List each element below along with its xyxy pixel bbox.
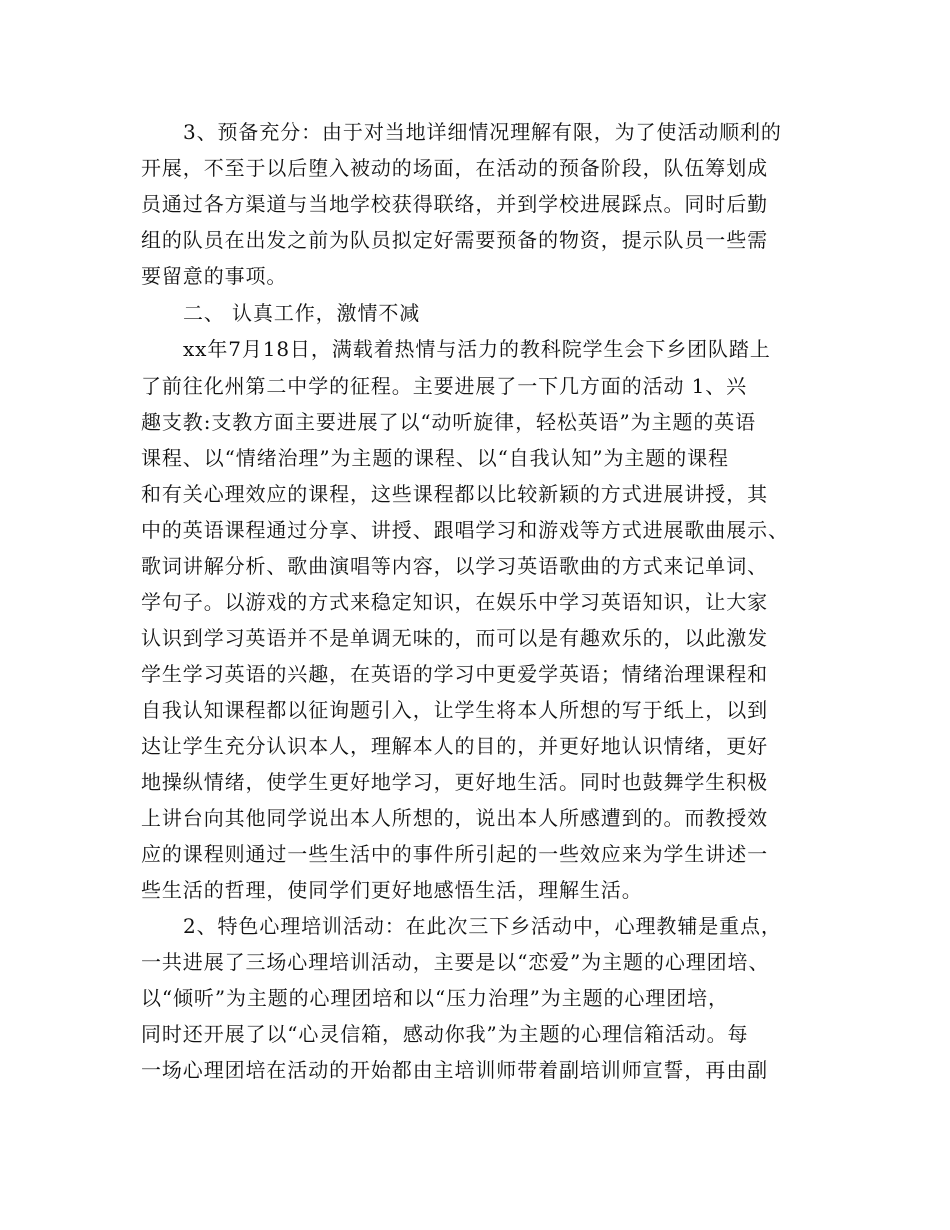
paragraph-line: 同时还开展了以“心灵信箱，感动你我”为主题的心理信箱活动。每 bbox=[141, 1022, 749, 1046]
paragraph-line: 应的课程则通过一些生活中的事件所引起的一些效应来为学生讲述一 bbox=[141, 842, 768, 866]
section-heading: 二、 认真工作，激情不减 bbox=[183, 301, 421, 325]
paragraph-line: 达让学生充分认识本人，理解本人的目的，并更好地认识情绪，更好 bbox=[141, 734, 768, 758]
paragraph-line: 地操纵情绪，使学生更好地学习，更好地生活。同时也鼓舞学生积极 bbox=[141, 770, 768, 794]
paragraph-line: 认识到学习英语并不是单调无味的，而可以是有趣欢乐的，以此激发 bbox=[141, 626, 768, 650]
paragraph-line: 自我认知课程都以征询题引入，让学生将本人所想的写于纸上，以到 bbox=[141, 698, 768, 722]
paragraph-line: 些生活的哲理，使同学们更好地感悟生活，理解生活。 bbox=[141, 878, 643, 902]
paragraph-line: 要留意的事项。 bbox=[141, 264, 288, 288]
paragraph-line: 一共进展了三场心理培训活动，主要是以“恋爱”为主题的心理团培、 bbox=[141, 950, 770, 974]
paragraph-line: 3、预备充分：由于对当地详细情况理解有限，为了使活动顺利的 bbox=[183, 120, 782, 144]
paragraph-line: 中的英语课程通过分享、讲授、跟唱学习和游戏等方式进展歌曲展示、 bbox=[141, 518, 789, 542]
paragraph-line: 趣支教:支教方面主要进展了以“动听旋律，轻松英语”为主题的英语 bbox=[141, 410, 757, 434]
paragraph-line: 了前往化州第二中学的征程。主要进展了一下几方面的活动 1、兴 bbox=[141, 374, 748, 398]
paragraph-line: xx年7月18日，满载着热情与活力的教科院学生会下乡团队踏上 bbox=[183, 337, 771, 361]
paragraph-line: 和有关心理效应的课程，这些课程都以比较新颖的方式进展讲授，其 bbox=[141, 482, 768, 506]
paragraph-line: 学句子。以游戏的方式来稳定知识，在娱乐中学习英语知识，让大家 bbox=[141, 590, 768, 614]
paragraph-line: 学生学习英语的兴趣，在英语的学习中更爱学英语；情绪治理课程和 bbox=[141, 662, 768, 686]
paragraph-line: 上讲台向其他同学说出本人所想的，说出本人所感遭到的。而教授效 bbox=[141, 806, 768, 830]
paragraph-line: 课程、以“情绪治理”为主题的课程、以“自我认知”为主题的课程 bbox=[141, 446, 729, 470]
paragraph-line: 开展，不至于以后堕入被动的场面，在活动的预备阶段，队伍筹划成 bbox=[141, 156, 768, 180]
paragraph-line: 一场心理团培在活动的开始都由主培训师带着副培训师宣誓，再由副 bbox=[141, 1058, 768, 1082]
paragraph-line: 以“倾听”为主题的心理团培和以“压力治理”为主题的心理团培， bbox=[141, 986, 729, 1010]
paragraph-line: 员通过各方渠道与当地学校获得联络，并到学校进展踩点。同时后勤 bbox=[141, 192, 768, 216]
paragraph-line: 2、特色心理培训活动：在此次三下乡活动中，心理教辅是重点， bbox=[183, 914, 782, 938]
paragraph-line: 歌词讲解分析、歌曲演唱等内容，以学习英语歌曲的方式来记单词、 bbox=[141, 554, 768, 578]
paragraph-line: 组的队员在出发之前为队员拟定好需要预备的物资，提示队员一些需 bbox=[141, 228, 768, 252]
